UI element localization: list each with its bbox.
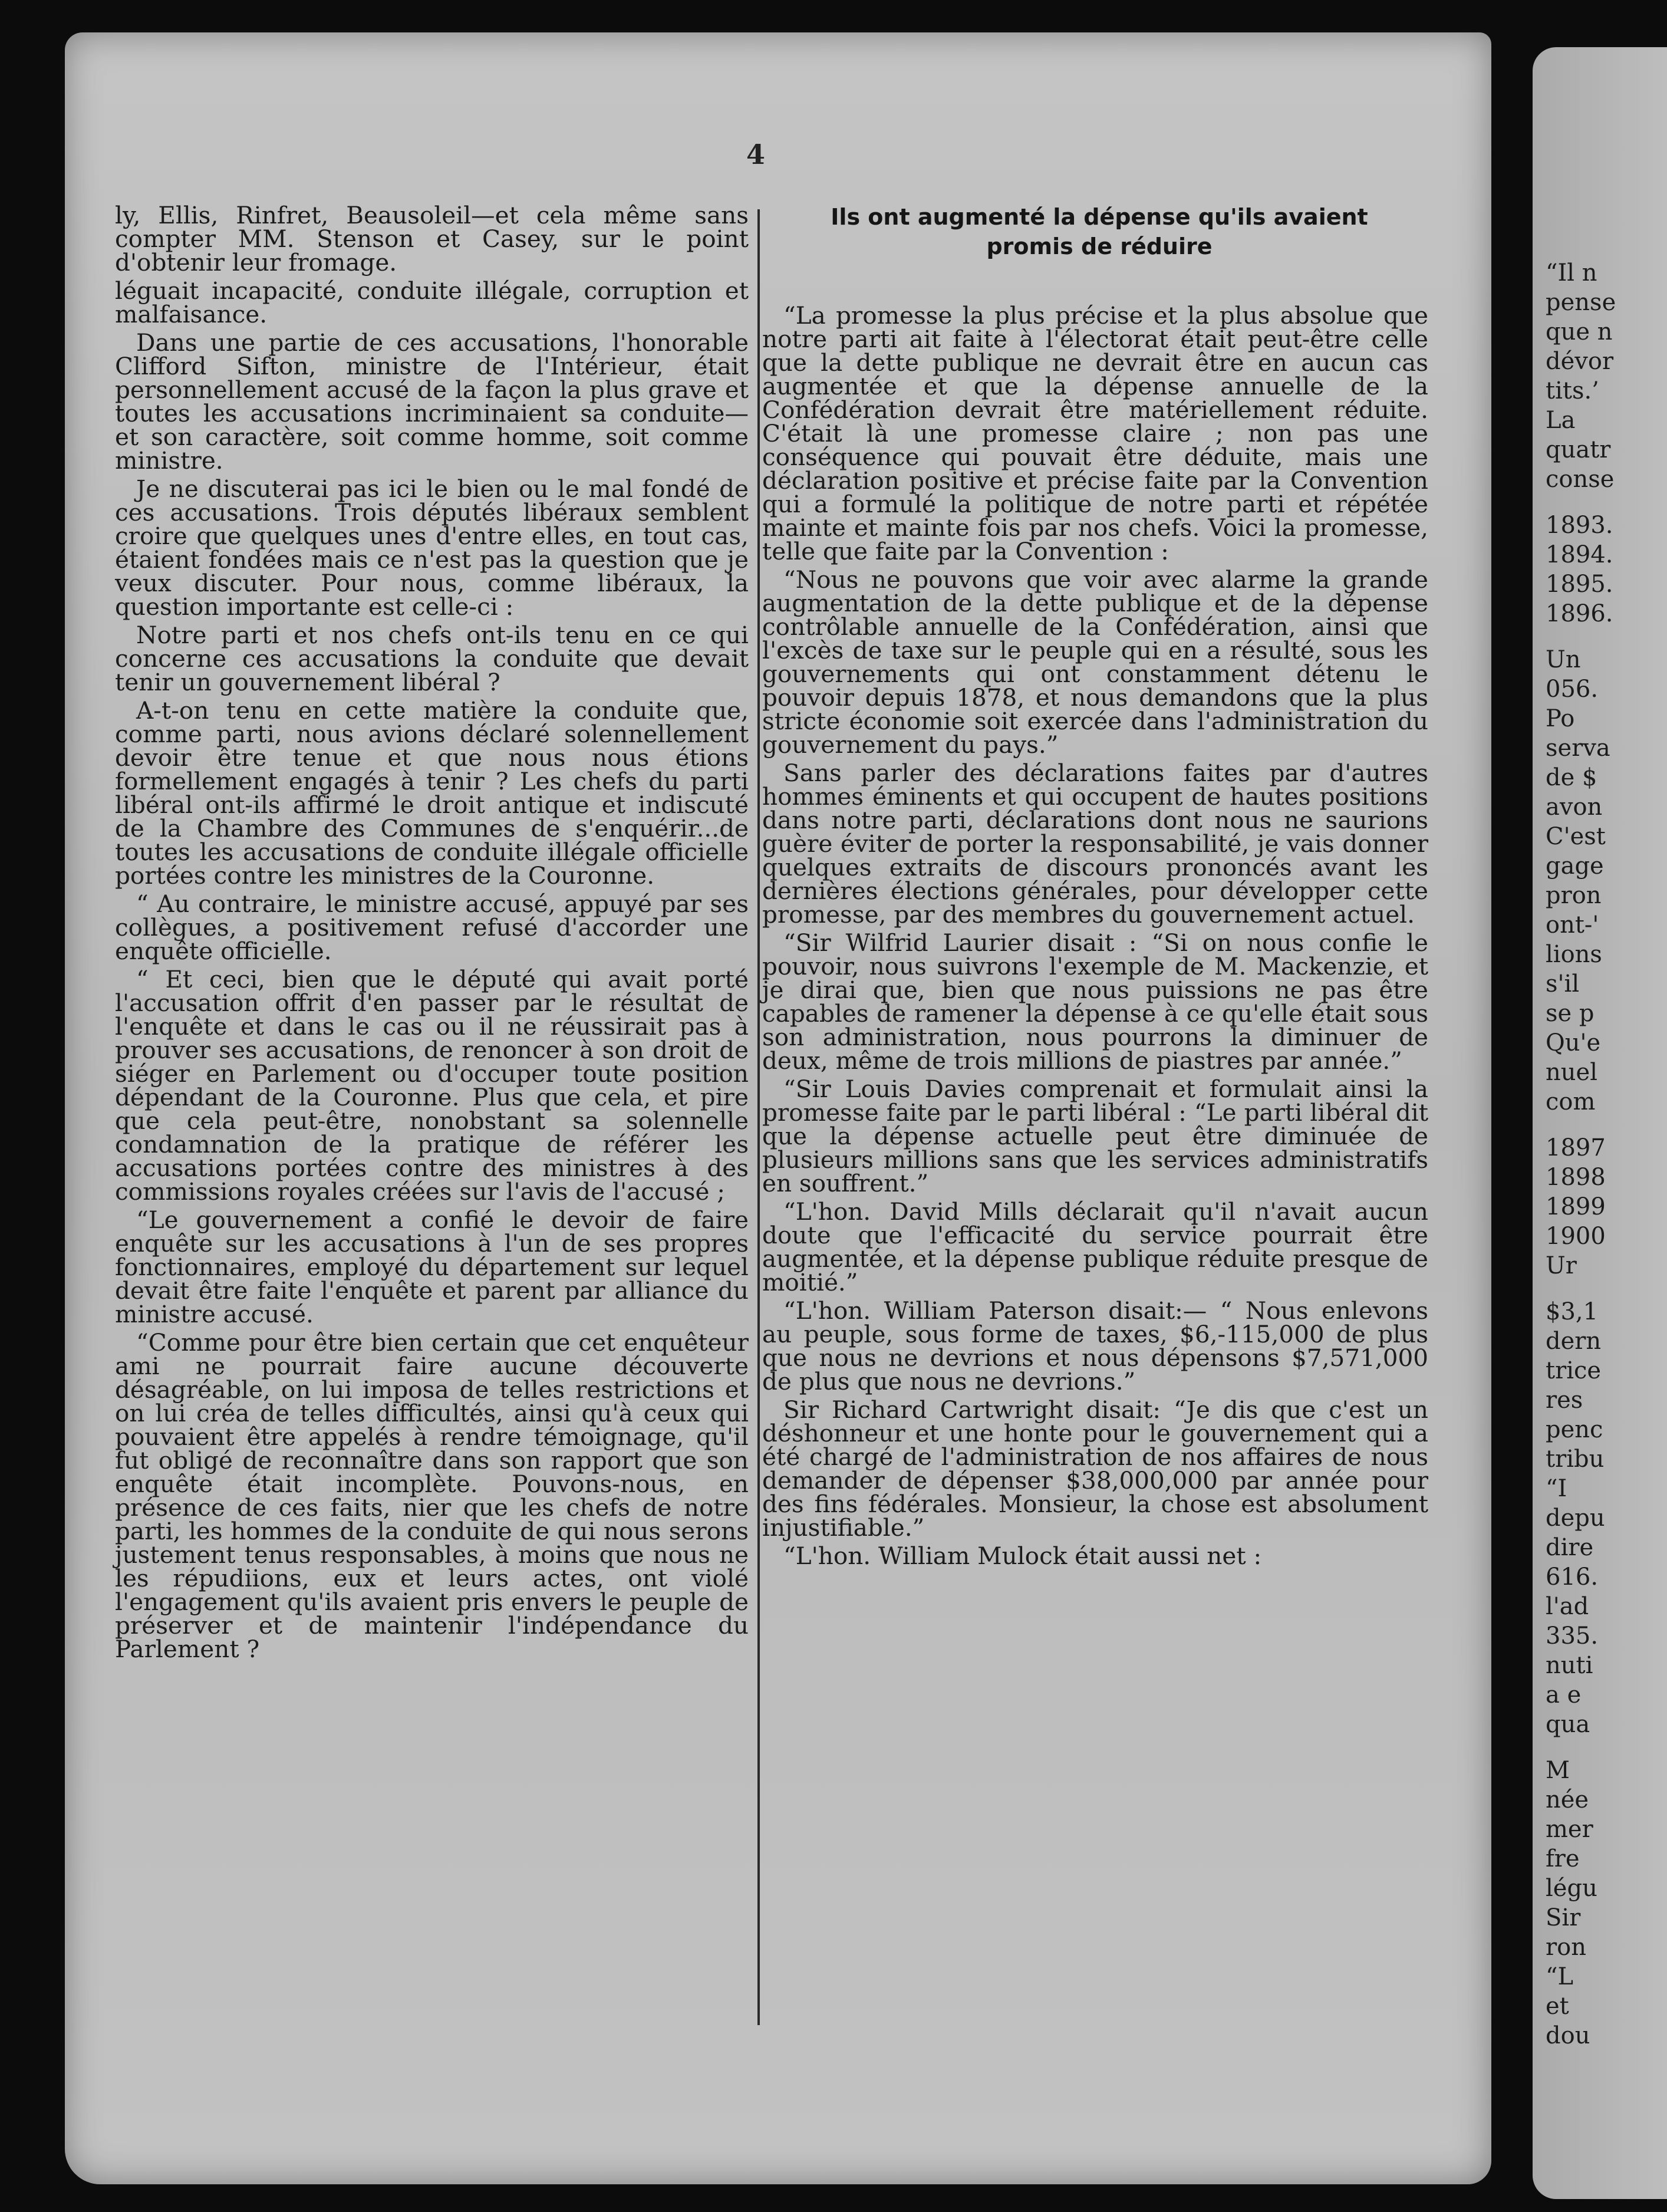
left-paragraph: léguait incapacité, conduite illégale, corruption et malfaisance. — [115, 276, 749, 328]
adjacent-page-text: 056. — [1546, 676, 1599, 703]
right-paragraph: “Sir Wilfrid Laurier disait : “Si on nous confie le pouvoir, nous suivrons l'exemple de M. Mackenzie, et je dirai que, bien que nous puissions ne pas être capables de ramener la dépense à ce qu'elle était sous son administration, nous pourrons la diminuer de deux, même de trois millions de piastres par année.” — [762, 929, 1428, 1075]
right-paragraph: “La promesse la plus précise et la plus absolue que notre parti ait faite à l'électorat était peut-être celle que la dette publique ne devrait être en aucun cas augmentée et que la dépense annuelle de la Confédération devrait être matériellement réduite. C'était là une promesse claire ; non pas une conséquence qui pouvait être déduite, mais une déclaration positive et précise faite par la Convention qui a formulé la politique de notre parti et répétée mainte et mainte fois par nos chefs. Voici la promesse, telle que faite par la Convention : — [762, 301, 1428, 565]
adjacent-page-text: pron — [1546, 882, 1602, 909]
adjacent-page-text: tribu — [1546, 1446, 1605, 1473]
right-column — [762, 301, 1428, 1572]
right-paragraph: “L'hon. William Mulock était aussi net : — [783, 1542, 1262, 1570]
adjacent-page-text: 1895. — [1546, 571, 1613, 598]
adjacent-page-text: l'ad — [1546, 1593, 1589, 1620]
adjacent-page-text: dévor — [1546, 348, 1614, 375]
adjacent-page-text: 1898 — [1546, 1164, 1606, 1191]
left-paragraph: Dans une partie de ces accusations, l'honorable Clifford Sifton, ministre de l'Intérieur, était personnellement accusé de la façon la plus grave et toutes les accusations incriminaient sa conduite— et son caractère, soit comme homme, soit comme ministre. — [115, 328, 749, 475]
adjacent-page-text: tits.’ — [1546, 377, 1599, 404]
right-paragraph: Sir Richard Cartwright disait: “Je dis que c'est un déshonneur et une honte pour le gouvernement qui a été chargé de l'administration de nos affaires de nous demander de dépenser $38,000,000 par année pour des fins fédérales. Monsieur, la chose est absolument injustifiable.” — [762, 1395, 1428, 1542]
left-column — [115, 203, 749, 1665]
right-paragraph: Sans parler des déclarations faites par d'autres hommes éminents et qui occupent de hautes positions dans notre parti, déclarations dont nous ne saurions guère éviter de porter la responsabilité, je vais donner quelques extraits de discours prononcés avant les dernières élections générales, pour développer cette promesse, par des membres du gouvernement actuel. — [762, 759, 1428, 929]
adjacent-page-text: dou — [1546, 2022, 1590, 2049]
adjacent-page-text: quatr — [1546, 436, 1611, 463]
right-paragraph: “L'hon. William Paterson disait:— “ Nous enlevons au peuple, sous forme de taxes, $6,-115,000 de plus que nous ne devrions et nous dépensons $7,571,000 de plus que nous ne devrions.” — [762, 1296, 1428, 1395]
adjacent-page-text: née — [1546, 1786, 1589, 1813]
left-paragraph: “Comme pour être bien certain que cet enquêteur ami ne pourrait faire aucune découverte désagréable, on lui imposa de telles restrictions et on lui créa de telles difficultés, ainsi qu'à ceux qui pouvaient être appelés à rendre témoignage, qu'il fut obligé de reconnaître dans son rapport que son enquête était incomplète. Pouvons-nous, en présence de ces faits, nier que les chefs de notre parti, les hommes de la conduite de qui nous serons justement tenus responsables, à moins que nous ne les répudiions, eux et leurs actes, ont violé l'engagement qu'ils avaient pris envers le peuple de préserver et de maintenir l'indépendance du Parlement ? — [115, 1328, 749, 1663]
page-number: 4 — [746, 139, 765, 170]
adjacent-page-text: 1896. — [1546, 600, 1613, 627]
adjacent-page-text: dern — [1546, 1328, 1602, 1355]
adjacent-page-text: 1897 — [1546, 1134, 1606, 1161]
left-paragraph: Je ne discuterai pas ici le bien ou le mal fondé de ces accusations. Trois députés libéraux semblent croire que quelques unes d'entre elles, en tout cas, étaient fondées mais ce n'est pas la question que je veux discuter. Pour nous, comme libéraux, la question importante est celle-ci : — [115, 475, 749, 621]
adjacent-page-text: nuti — [1546, 1652, 1593, 1679]
adjacent-page-text: “Il n — [1546, 259, 1597, 287]
right-paragraph: “Sir Louis Davies comprenait et formulait ainsi la promesse faite par le parti libéral : “Le parti libéral dit que la dépense actuelle peut être diminuée de plusieurs millions sans que les services administratifs en souffrent.” — [762, 1075, 1428, 1197]
adjacent-page-text: que n — [1546, 318, 1613, 345]
adjacent-page-text: 1900 — [1546, 1223, 1606, 1250]
adjacent-page-text: M — [1546, 1757, 1570, 1784]
article-heading — [769, 202, 1429, 261]
adjacent-page-text: penc — [1546, 1416, 1603, 1443]
newspaper-page — [65, 32, 1491, 2184]
adjacent-page-text: 1893. — [1546, 512, 1613, 539]
heading-line-2: promis de réduire — [986, 233, 1213, 259]
left-paragraph: “ Et ceci, bien que le député qui avait porté l'accusation offrit d'en passer par le résultat de l'enquête et dans le cas ou il ne réussirait pas à prouver ses accusations, de renoncer à son droit de siéger en Parlement ou d'occuper toute position dépendant de la Couronne. Plus que cela, et pire que cela peut-être, nonobstant sa solennelle condamnation de la pratique de référer les accusations portées contre des ministres à des commissions royales créées sur l'avis de l'accusé ; — [115, 965, 749, 1206]
adjacent-page-text: C'est — [1546, 823, 1606, 850]
adjacent-page-text: Po — [1546, 705, 1575, 732]
adjacent-page-text: pense — [1546, 289, 1616, 316]
adjacent-page-text: 335. — [1546, 1622, 1599, 1650]
adjacent-page-text: lions — [1546, 941, 1602, 968]
adjacent-page-text: ron — [1546, 1934, 1586, 1961]
adjacent-page-text: “L — [1546, 1963, 1574, 1990]
heading-line-1: Ils ont augmenté la dépense qu'ils avaient — [831, 204, 1368, 230]
right-paragraph: “Nous ne pouvons que voir avec alarme la grande augmentation de la dette publique et de la dépense contrôlable annuelle de la Confédération, ainsi que l'excès de taxe sur le peuple qui en a résulté, sous les gouvernements qui ont constamment détenu le pouvoir depuis 1878, et nous demandons que la plus stricte économie soit exercée dans l'administration du gouvernement du pays.” — [762, 565, 1428, 759]
left-paragraph: “ Au contraire, le ministre accusé, appuyé par ses collègues, a positivement refusé d'accorder une enquête officielle. — [115, 890, 749, 965]
adjacent-page-text: fre — [1546, 1845, 1580, 1872]
adjacent-page-text: conse — [1546, 466, 1615, 493]
adjacent-page-text: et — [1546, 1993, 1569, 2020]
right-paragraph: “L'hon. David Mills déclarait qu'il n'avait aucun doute que l'efficacité du service pourrait être augmentée, et la dépense publique réduite presque de moitié.” — [762, 1197, 1428, 1296]
adjacent-page-text: avon — [1546, 794, 1603, 821]
adjacent-page-text: 1894. — [1546, 541, 1613, 568]
adjacent-page-text: nuel — [1546, 1059, 1597, 1086]
adjacent-page-text: Un — [1546, 646, 1581, 673]
adjacent-page-text: se p — [1546, 1000, 1594, 1027]
left-paragraph: Notre parti et nos chefs ont-ils tenu en ce qui concerne ces accusations la conduite que devait tenir un gouvernement libéral ? — [115, 621, 749, 696]
adjacent-page-text: de $ — [1546, 764, 1597, 791]
adjacent-page-text: légu — [1546, 1875, 1597, 1902]
adjacent-page-text: “I — [1546, 1475, 1567, 1502]
adjacent-page-text: ont-' — [1546, 911, 1599, 939]
adjacent-page-text: $3,1 — [1546, 1298, 1599, 1325]
adjacent-page-text: Qu'e — [1546, 1029, 1601, 1056]
adjacent-page-text: res — [1546, 1387, 1583, 1414]
adjacent-page-fragment — [1533, 47, 1667, 2199]
left-paragraph: ly, Ellis, Rinfret, Beausoleil—et cela même sans compter MM. Stenson et Casey, sur le point d'obtenir leur fromage. — [115, 201, 749, 276]
adjacent-page-text: serva — [1546, 735, 1610, 762]
adjacent-page-text: qua — [1546, 1711, 1590, 1738]
column-divider — [757, 209, 760, 2025]
adjacent-page-text: dire — [1546, 1534, 1594, 1561]
adjacent-page-text: depu — [1546, 1505, 1605, 1532]
adjacent-page-text: Ur — [1546, 1252, 1577, 1279]
adjacent-page-text: com — [1546, 1088, 1596, 1115]
adjacent-page-text: 1899 — [1546, 1193, 1606, 1220]
left-paragraph: “Le gouvernement a confié le devoir de faire enquête sur les accusations à l'un de ses propres fonctionnaires, employé du département sur lequel devait être faite l'enquête et parent par alliance du ministre accusé. — [115, 1206, 749, 1328]
left-paragraph: A-t-on tenu en cette matière la conduite que, comme parti, nous avions déclaré solennellement devoir être tenue et que nous nous étions formellement engagés à tenir ? Les chefs du parti libéral ont-ils affirmé le droit antique et indiscuté de la Chambre des Communes de s'enquérir...de toutes les accusations de conduite illégale officielle portées contre les ministres de la Couronne. — [115, 696, 749, 890]
adjacent-page-text: mer — [1546, 1816, 1593, 1843]
adjacent-page-text: a e — [1546, 1681, 1582, 1709]
adjacent-page-text: s'il — [1546, 970, 1580, 998]
adjacent-page-text: 616. — [1546, 1563, 1599, 1591]
adjacent-page-text: gage — [1546, 852, 1604, 880]
adjacent-page-text: La — [1546, 407, 1576, 434]
adjacent-page-text: Sir — [1546, 1904, 1581, 1931]
adjacent-page-text: trice — [1546, 1357, 1602, 1384]
